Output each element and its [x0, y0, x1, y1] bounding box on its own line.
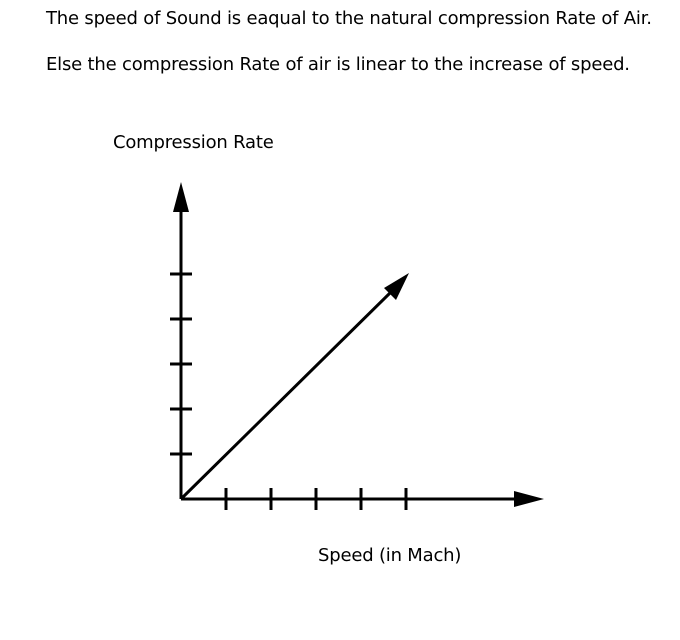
linear-relation-line — [181, 293, 390, 499]
y-axis-label: Compression Rate — [113, 132, 274, 153]
x-axis-arrowhead — [514, 491, 544, 507]
statement-1: The speed of Sound is eaqual to the natural compression Rate of Air. — [46, 8, 652, 29]
statement-2: Else the compression Rate of air is linear to the increase of speed. — [46, 54, 630, 75]
y-axis-arrowhead — [173, 182, 189, 212]
x-axis-label: Speed (in Mach) — [318, 545, 462, 566]
